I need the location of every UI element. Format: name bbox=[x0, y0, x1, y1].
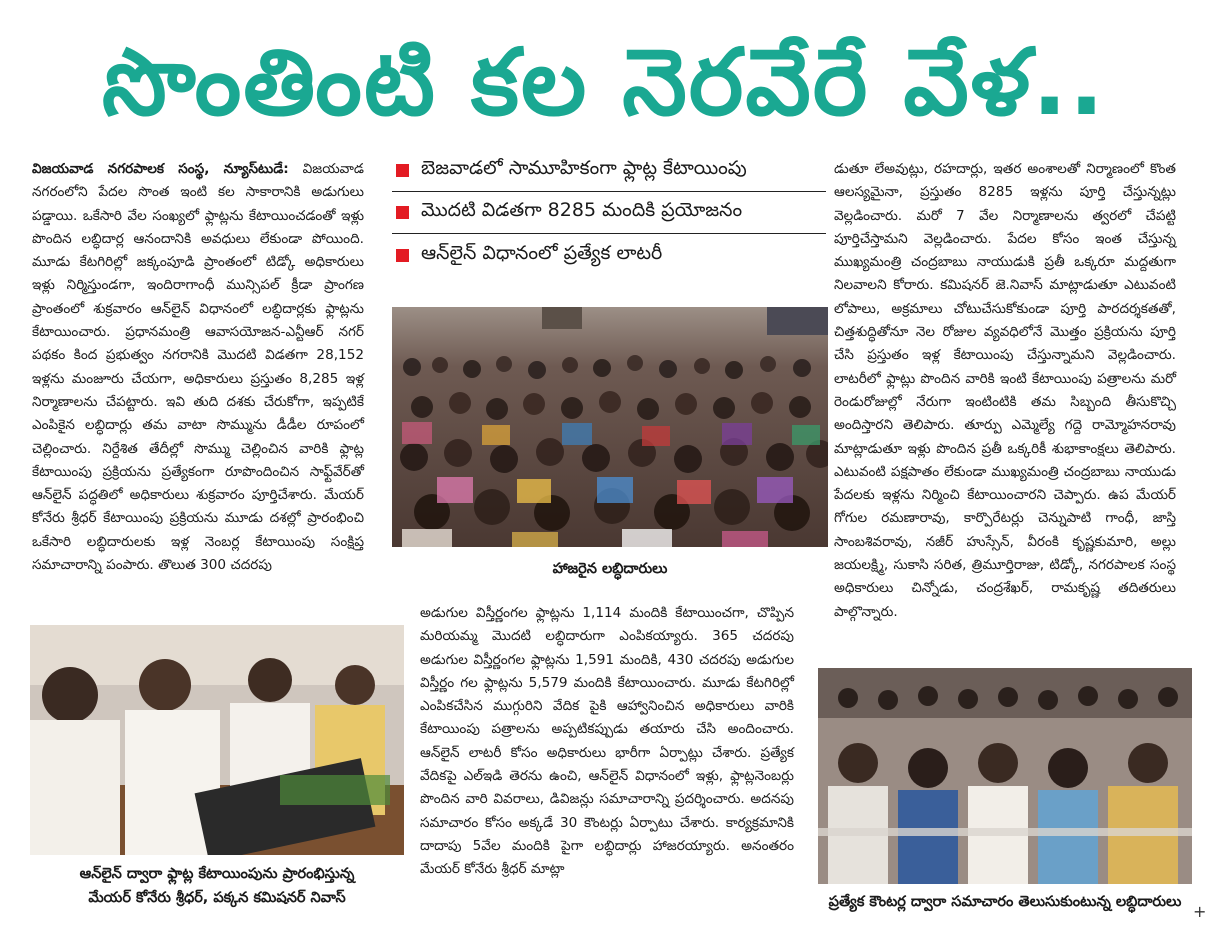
headline: సొంతింటి కల నెరవేరే వేళ.. bbox=[102, 29, 1106, 136]
crosshair-icon: + bbox=[1193, 902, 1207, 921]
highlight-text: ఆన్‌లైన్ విధానంలో ప్రత్యేక లాటరీ bbox=[421, 241, 663, 264]
crowd-photo bbox=[392, 307, 828, 547]
bullet-square-icon bbox=[396, 206, 409, 219]
bullet-square-icon bbox=[396, 249, 409, 262]
crowd-photo-caption: హాజరైన లబ్ధిదారులు bbox=[552, 561, 668, 577]
middle-column bbox=[420, 602, 794, 882]
right-column-text: డుతూ లేఅవుట్లు, రహదార్లు, ఇతర అంశాలతో నిర్మాణంలో కొంత ఆలస్యమైనా, ప్రస్తుతం 8285 ఇళ్లను పూర్తి చేస్తున్నట్లు వెల్లడించారు. మరో 7 వేల నిర్మాణాలను త్వరలో చేపట్టి పూర్తిచేస్తామని వెల్లడించారు. పేదల కోసం ఇంత చేస్తున్న ముఖ్యమంత్రి చంద్రబాబు నాయుడుకి ప్రతీ ఒక్కరూ మద్దతుగా నిలవాలని కోరారు. కమిషనర్ జె.నివాస్ మాట్లాడుతూ ఎటువంటి లోపాలు, అక్రమాలు చోటుచేసుకోకుండా పూర్తి పారదర్శకతతో, చిత్తశుద్ధితోనూ నెల రోజుల వ్యవధిలోనే మొత్తం ప్రక్రియను పూర్తి చేసి ప్రస్తుతం ఇళ్ల కేటాయింపు చేస్తున్నామని వెల్లడించారు. లాటరీలో ఫ్లాట్లు పొందిన వారికి ఇంటి కేటాయింపు పత్రాలను మరో రెండురోజుల్లో నేరుగా ఇంటింటికి తమ సిబ్బంది తీసుకొచ్చి అందిస్తారని తెలిపారు. తూర్పు ఎమ్మెల్యే గద్దె రామ్మోహనరావు మాట్లాడుతూ ఇళ్లు పొందిన ప్రతీ ఒక్కరికీ శుభాకాంక్షలు తెలిపారు. ఎటువంటి పక్షపాతం లేకుండా ముఖ్యమంత్రి చంద్రబాబు నాయుడు పేదలకు ఇళ్లను నిర్మించి కేటాయించారని చెప్పారు. ఉప మేయర్ గోగుల రమణారావు, కార్పొరేటర్లు చెన్నుపాటి గాంధీ, జాస్తి సాంబశివరావు, నజీర్ హుస్సేన్, వీరంకి కృష్ణకుమారి, అల్లు జయలక్ష్మి, సుకాసి సరిత, త్రిమూర్తిరాజు, టిడ్కో, నగరపాలక సంస్థ అధికారులు చిన్నోడు, చంద్రశేఖర్, రామకృష్ణ తదితరులు పాల్గొన్నారు. bbox=[834, 161, 1176, 620]
highlights-box bbox=[392, 150, 826, 276]
right-column bbox=[834, 158, 1176, 624]
launch-caption-line-2: మేయర్ కోనేరు శ్రీధర్, పక్కన కమిషనర్ నివాస్ bbox=[88, 890, 346, 906]
bullet-square-icon bbox=[396, 164, 409, 177]
highlight-item bbox=[392, 234, 826, 276]
highlight-text: మొదటి విడతగా 8285 మందికి ప్రయోజనం bbox=[421, 199, 743, 221]
dateline: విజయవాడ నగరపాలక సంస్థ, న్యూస్‌టుడే: bbox=[32, 161, 289, 177]
counter-photo bbox=[818, 668, 1192, 884]
left-column-paragraph bbox=[32, 158, 364, 577]
highlight-text: బెజవాడలో సామూహికంగా ఫ్లాట్ల కేటాయింపు bbox=[421, 157, 747, 179]
middle-column-text: అడుగుల విస్తీర్ణంగల ఫ్లాట్లను 1,114 మందికి కేటాయించగా, చొప్పిన మరియమ్మ మొదటి లబ్ధిదారుగా ఎంపికయ్యారు. 365 చదరపు అడుగుల విస్తీర్ణంగల ఫ్లాట్లను 1,591 మందికి, 430 చదరపు అడుగుల విస్తీర్ణం గల ఫ్లాట్లను 5,579 మందికి కేటాయించారు. మూడు కేటగిరిల్లో ఎంపికచేసిన ముగ్గురిని వేదిక పైకి ఆహ్వానించిన అధికారులు వారికి కేటాయింపు పత్రాలను అప్పటికప్పుడు తయారు చేసి అందించారు. ఆన్‌లైన్ లాటరీ కోసం అధికారులు భారీగా ఏర్పాట్లు చేశారు. ప్రత్యేక వేదికపై ఎల్ఇడి తెరను ఉంచి, ఆన్‌లైన్ విధానంలో ఇళ్లు, ఫ్లాట్లనెంబర్లు పొందిన వారి వివరాలు, డివిజన్లు సమాచారాన్ని ప్రదర్శించారు. అదనపు సమాచారం కోసం అక్కడే 30 కౌంటర్లు ఏర్పాటు చేశారు. కార్యక్రమానికి దాదాపు 5వేల మందికి పైగా లబ్ధిదార్లు హాజరయ్యారు. అనంతరం మేయర్ కోనేరు శ్రీధర్ మాట్లా bbox=[420, 605, 794, 878]
counter-photo-caption: ప్రత్యేక కౌంటర్ల ద్వారా సమాచారం తెలుసుకుంటున్న లబ్ధిదారులు bbox=[828, 894, 1182, 910]
launch-caption-line-1: ఆన్‌లైన్ ద్వారా ఫ్లాట్ల కేటాయింపును ప్రారంభిస్తున్న bbox=[79, 866, 355, 882]
highlight-item bbox=[392, 150, 826, 192]
launch-photo-caption bbox=[30, 862, 404, 910]
left-column-text: విజయవాడ నగరంలోని పేదల సొంత ఇంటి కల సాకారానికి అడుగులు పడ్డాయి. ఒకేసారి వేల సంఖ్యలో ఫ్లాట్లను కేటాయించడంతో ఇళ్లు పొందిన లబ్ధిదార్ల ఆనందానికి అవధులు లేకుండా పోయింది. మూడు కేటగిరిల్లో జక్కంపూడి ప్రాంతంలో టిడ్కో అధికారులు ఇళ్లు నిర్మిస్తుండగా, ఇందిరాగాంధీ మున్సిపల్ క్రీడా ప్రాంగణ ప్రాంతంలో శుక్రవారం ఆన్‌లైన్ విధానంలో లబ్ధిదార్లకు ఫ్లాట్లను కేటాయించారు. ప్రధానమంత్రి ఆవాసయోజన-ఎన్టీఆర్ నగర్ పథకం కింద ప్రభుత్వం నగరానికి మొదటి విడతగా 28,152 ఇళ్లను మంజూరు చేయగా, అధికారులు ప్రస్తుతం 8,285 ఇళ్ల నిర్మాణాలను చేపట్టారు. ఇవి తుది దశకు చేరుకోగా, ఇప్పటికే ఎంపికైన లబ్ధిదార్లు తమ వాటా సొమ్మును డీడీల రూపంలో చెల్లించారు. నిర్దేశిత తేదీల్లో సొమ్ము చెల్లించిన వారికి ఫ్లాట్ల కేటాయింపు ప్రక్రియను ప్రత్యేకంగా రూపొందించిన సాఫ్ట్‌వేర్‌తో ఆన్‌లైన్ పద్ధతిలో అధికారులు శుక్రవారం పూర్తిచేశారు. మేయర్ కోనేరు శ్రీధర్ కేటాయింపు ప్రక్రియను మూడు దశల్లో ప్రారంభించి ఒకేసారి లబ్ధిదారులకు ఇళ్ల నెంబర్ల కేటాయింపు సంక్షిప్త సమాచారాన్ని పంపారు. తొలుత 300 చదరపు bbox=[32, 161, 364, 574]
left-column bbox=[32, 158, 364, 577]
highlight-item bbox=[392, 192, 826, 234]
launch-photo bbox=[30, 625, 404, 855]
